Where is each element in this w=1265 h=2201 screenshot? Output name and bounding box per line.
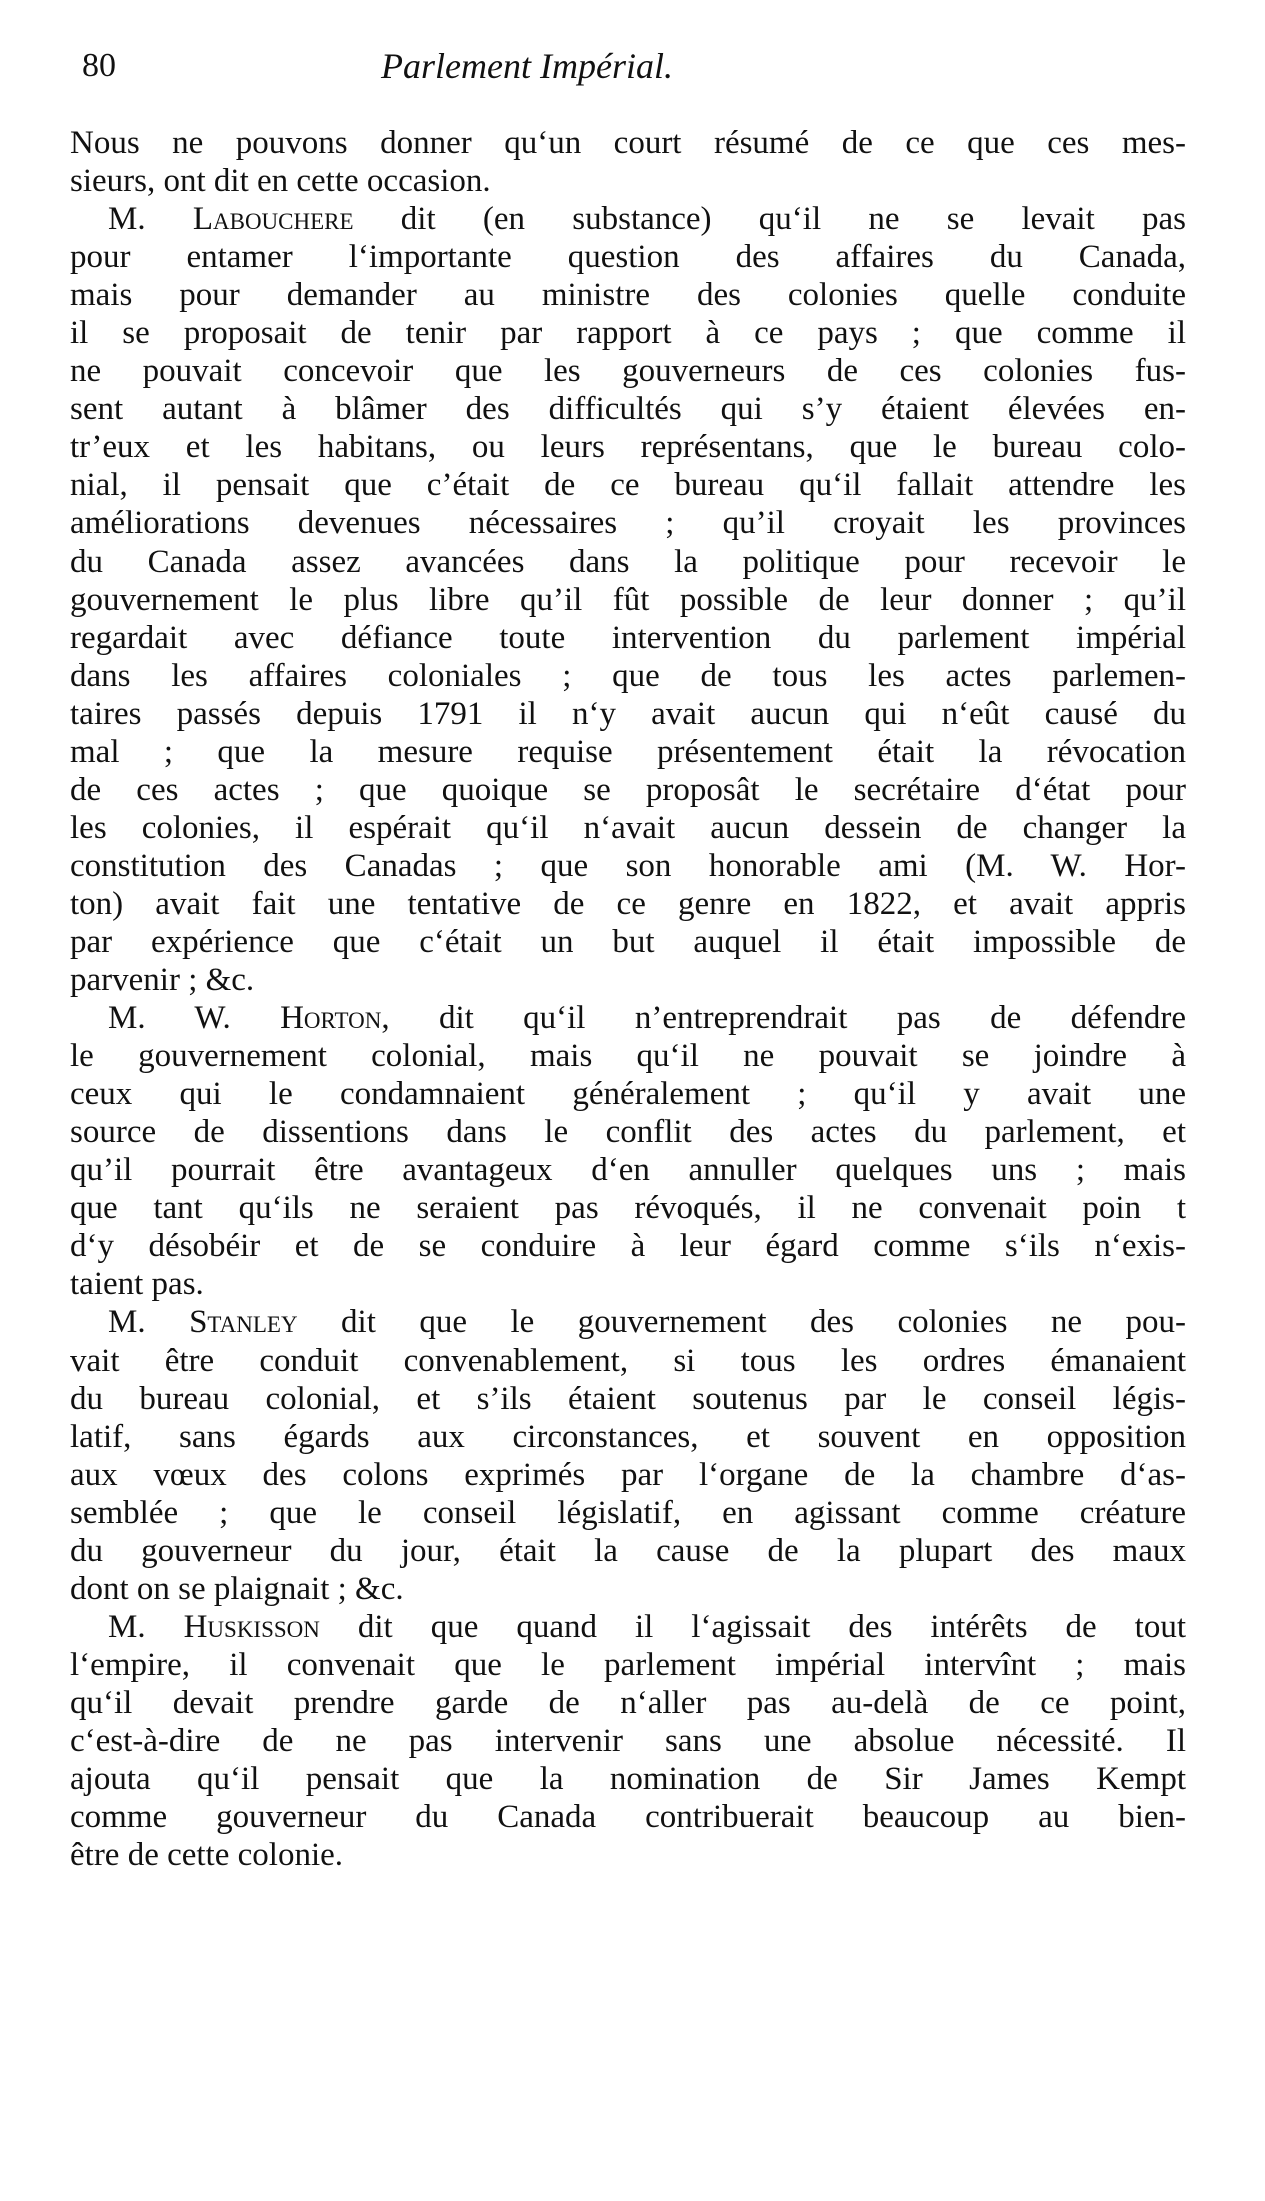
text-line: ton) avait fait une tentative de ce genre en 1822, et avait appris xyxy=(70,885,1186,922)
text-line: comme gouverneur du Canada contribuerait beaucoup au bien- xyxy=(70,1799,1186,1836)
text-line: pour entamer l‘importante question des affaires du Canada, xyxy=(70,239,1186,276)
text-line: ceux qui le condamnaient généralement ; qu‘il y avait une xyxy=(70,1076,1186,1113)
text-line: ajouta qu‘il pensait que la nomination de Sir James Kempt xyxy=(70,1761,1186,1798)
text-line: taient pas. xyxy=(70,1266,204,1303)
text-line: parvenir ; &c. xyxy=(70,962,255,999)
text-line: aux vœux des colons exprimés par l‘organe de la chambre d‘as- xyxy=(70,1456,1186,1493)
text-run: dit (en substance) qu‘il ne se levait pas xyxy=(353,201,1187,238)
paragraph-intro xyxy=(70,124,1186,200)
running-head xyxy=(82,46,1182,96)
paragraph-stanley xyxy=(70,1303,1186,1607)
text-line: sent autant à blâmer des difficultés qui s’y étaient élevées en- xyxy=(70,391,1186,428)
text-line: tr’eux et les habitans, ou leurs représentans, que le bureau colo- xyxy=(70,429,1186,466)
text-line: constitution des Canadas ; que son honorable ami (M. W. Hor- xyxy=(70,847,1186,884)
text-line: de ces actes ; que quoique se proposât le secrétaire d‘état pour xyxy=(70,771,1186,808)
text-line xyxy=(70,999,1186,1037)
text-line xyxy=(70,1608,1186,1646)
text-line: gouvernement le plus libre qu’il fût possible de leur donner ; qu’il xyxy=(70,581,1186,618)
text-line: les colonies, il espérait qu‘il n‘avait aucun dessein de changer la xyxy=(70,809,1186,846)
text-body xyxy=(70,124,1186,1874)
text-line: mais pour demander au ministre des colonies quelle conduite xyxy=(70,277,1186,314)
paragraph-labouchere xyxy=(70,200,1186,999)
text-line: améliorations devenues nécessaires ; qu’il croyait les provinces xyxy=(70,505,1186,542)
paragraph-huskisson xyxy=(70,1608,1186,1874)
text-line: que tant qu‘ils ne seraient pas révoqués, il ne convenait poin t xyxy=(70,1190,1186,1227)
text-run: dit que le gouvernement des colonies ne pou- xyxy=(297,1304,1186,1341)
text-line: qu‘il devait prendre garde de n‘aller pas au-delà de ce point, xyxy=(70,1684,1186,1721)
text-line xyxy=(70,1303,1186,1341)
speaker-name: M. Labouchere xyxy=(108,201,354,238)
speaker-name: M. W. Horton, xyxy=(108,1000,390,1037)
text-line: c‘est-à-dire de ne pas intervenir sans une absolue nécessité. Il xyxy=(70,1722,1186,1759)
text-line: être de cette colonie. xyxy=(70,1837,344,1874)
running-title: Parlement Impérial. xyxy=(381,46,673,86)
text-line: mal ; que la mesure requise présentement était la révocation xyxy=(70,733,1186,770)
text-line: dont on se plaignait ; &c. xyxy=(70,1570,404,1607)
text-line: dans les affaires coloniales ; que de tous les actes parlemen- xyxy=(70,657,1186,694)
text-line: Nous ne pouvons donner qu‘un court résumé de ce que ces mes- xyxy=(70,125,1186,161)
text-line: le gouvernement colonial, mais qu‘il ne pouvait se joindre à xyxy=(70,1038,1186,1075)
speaker-name: M. Stanley xyxy=(108,1304,298,1341)
text-line: semblée ; que le conseil législatif, en agissant comme créature xyxy=(70,1494,1186,1531)
text-run: dit qu‘il n’entreprendrait pas de défendre xyxy=(389,1000,1186,1037)
text-line: latif, sans égards aux circonstances, et souvent en opposition xyxy=(70,1418,1186,1455)
text-line: nial, il pensait que c’était de ce bureau qu‘il fallait attendre les xyxy=(70,467,1186,504)
text-line: vait être conduit convenablement, si tous les ordres émanaient xyxy=(70,1342,1186,1379)
text-line: regardait avec défiance toute intervention du parlement impérial xyxy=(70,619,1186,656)
text-line xyxy=(70,200,1186,238)
speaker-name: M. Huskisson xyxy=(108,1608,320,1645)
text-line: ne pouvait concevoir que les gouverneurs de ces colonies fus- xyxy=(70,353,1186,390)
text-line: il se proposait de tenir par rapport à ce pays ; que comme il xyxy=(70,315,1186,352)
page-number: 80 xyxy=(82,47,116,84)
text-run: dit que quand il l‘agissait des intérêts de tout xyxy=(319,1608,1186,1645)
text-line: par expérience que c‘était un but auquel il était impossible de xyxy=(70,923,1186,960)
text-line: qu’il pourrait être avantageux d‘en annuller quelques uns ; mais xyxy=(70,1152,1186,1189)
text-line: du Canada assez avancées dans la politique pour recevoir le xyxy=(70,543,1186,580)
text-line: du gouverneur du jour, était la cause de la plupart des maux xyxy=(70,1532,1186,1569)
text-line: d‘y désobéir et de se conduire à leur égard comme s‘ils n‘exis- xyxy=(70,1228,1186,1265)
paragraph-horton xyxy=(70,999,1186,1303)
text-line: sieurs, ont dit en cette occasion. xyxy=(70,163,491,200)
text-line: du bureau colonial, et s’ils étaient soutenus par le conseil légis- xyxy=(70,1380,1186,1417)
text-line: taires passés depuis 1791 il n‘y avait aucun qui n‘eût causé du xyxy=(70,695,1186,732)
text-line: l‘empire, il convenait que le parlement impérial intervînt ; mais xyxy=(70,1646,1186,1683)
text-line: source de dissentions dans le conflit des actes du parlement, et xyxy=(70,1114,1186,1151)
